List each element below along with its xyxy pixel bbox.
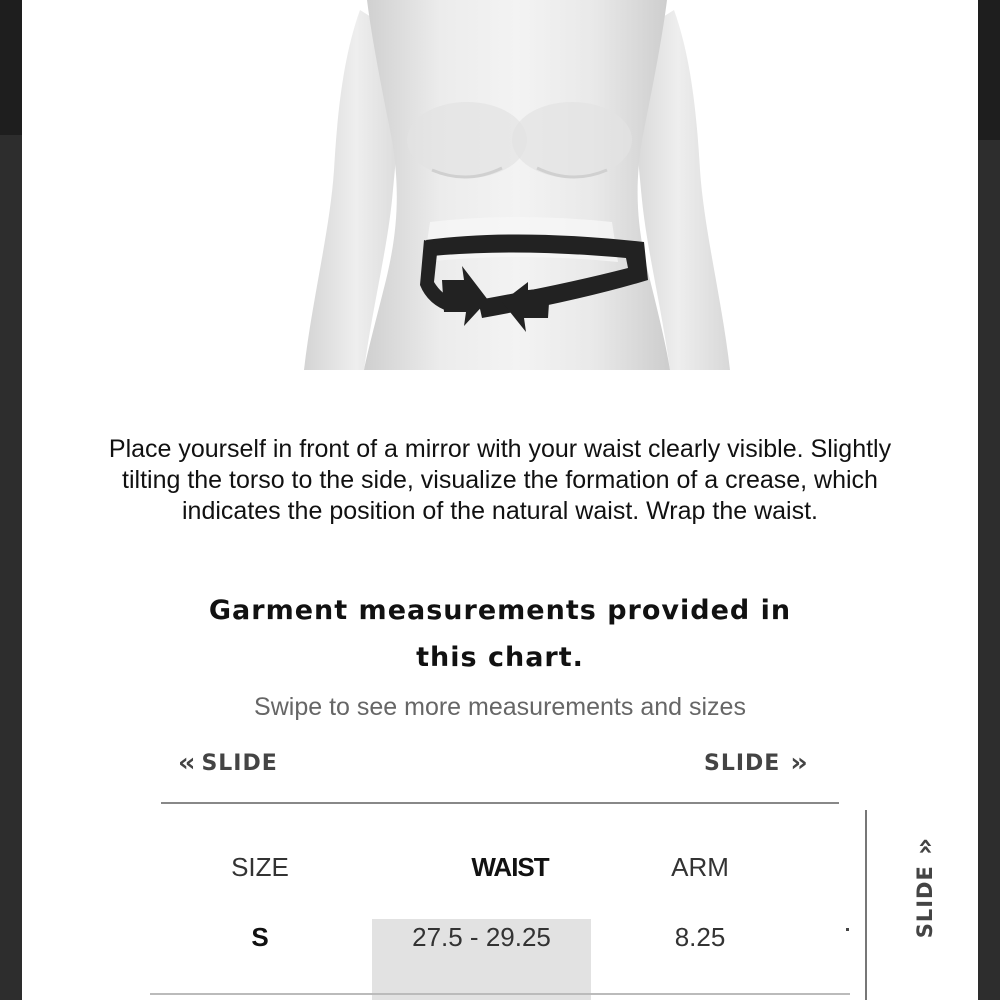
table-cell-size: S [251,922,269,952]
slide-vertical-button[interactable] [905,830,945,950]
slide-vertical-label: SLIDE [913,865,937,939]
garment-heading-line1: Garment measurements provided in [208,595,792,626]
double-chevron-right-icon: ›› [790,748,804,778]
swipe-hint: Swipe to see more measurements and sizes [254,693,746,721]
column-header-size: SIZE [231,852,289,882]
garment-heading [162,587,838,681]
background-edge-right [978,0,1000,140]
column-header-arm: ARM [671,852,729,882]
waist-measurement-illustration [282,0,752,370]
slide-left-button[interactable] [178,746,278,780]
table-cell-waist: 27.5 - 29.25 [412,922,551,952]
table-cell-arm: 8.25 [674,922,726,952]
background-edge-left [0,0,22,135]
measurement-instructions: Place yourself in front of a mirror with your waist clearly visible. Slightly tilting the torso to the side, visualize the formation of a crease, which indicates the position of the natural waist. Wrap the waist. [108,435,892,525]
table-edge-rule [865,810,867,1000]
double-chevron-right-icon: ›› [910,841,940,856]
table-row-divider [150,993,850,995]
slide-right-button[interactable] [704,746,804,780]
divider [161,802,839,804]
size-table[interactable] [150,830,850,1000]
double-chevron-left-icon: ‹‹ [178,748,192,778]
overlay-left [0,135,22,1000]
slide-left-label: SLIDE [201,750,278,776]
column-header-waist: WAIST [471,852,549,882]
slide-right-label: SLIDE [704,750,781,776]
overlay-right [978,140,1000,1000]
scroll-indicator-dot [846,928,849,931]
size-guide-panel [22,0,978,1000]
garment-heading-line2: this chart. [416,642,584,673]
